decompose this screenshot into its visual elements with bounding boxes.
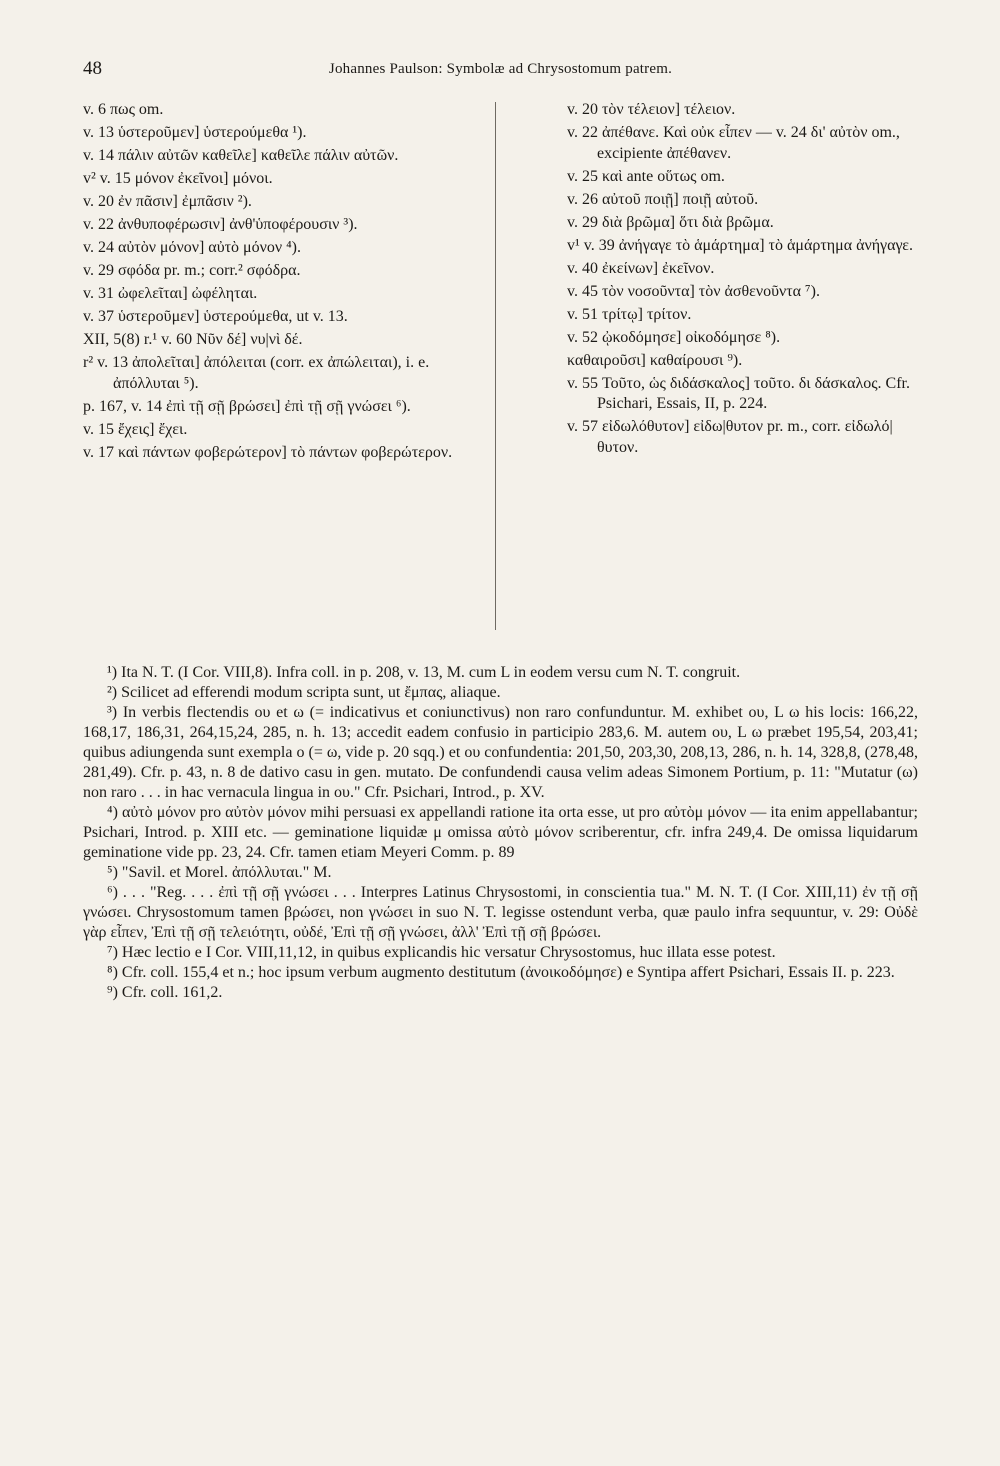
- collation-entry: XII, 5(8) r.¹ v. 60 Νῦν δέ] νυ|νὶ δέ.: [83, 331, 303, 348]
- collation-entry: v. 55 Τοῦτο, ὡς διδάσκαλος] τοῦτο. δι δάσκαλος. Cfr. Psichari, Essais, II, p. 224.: [567, 374, 910, 412]
- footnote: ¹) Ita N. T. (I Cor. VIII,8). Infra coll. in p. 208, v. 13, M. cum L in eodem versu cum N. T. congruit.: [107, 664, 741, 681]
- right-column: [535, 100, 918, 461]
- collation-entry: v² v. 15 μόνον ἐκεῖνοι] μόνοι.: [83, 170, 273, 187]
- column-divider: [495, 102, 496, 630]
- collation-entry: p. 167, v. 14 ἐπὶ τῇ σῇ βρώσει] ἐπὶ τῇ σῇ γνώσει ⁶).: [83, 397, 411, 415]
- collation-entry: v. 14 πάλιν αὐτῶν καθεῖλε] καθεῖλε πάλιν αὐτῶν.: [83, 147, 399, 164]
- footnote: ⁸) Cfr. coll. 155,4 et n.; hoc ipsum verbum augmento destitutum (ἀνοικοδόμησε) e Syntipa affert Psichari, Essais II. p. 223.: [107, 964, 895, 981]
- left-column: [83, 100, 475, 466]
- collation-entry: v. 13 ὑστεροῦμεν] ὑστερούμεθα ¹).: [83, 124, 307, 141]
- footnote: ²) Scilicet ad efferendi modum scripta sunt, ut ἔμπας, aliaque.: [107, 684, 501, 701]
- collation-entry: v. 15 ἔχεις] ἔχει.: [83, 420, 188, 438]
- collation-entry: v. 17 καὶ πάντων φοβερώτερον] τὸ πάντων φοβερώτερον.: [83, 443, 453, 461]
- collation-entry: v. 51 τρίτῳ] τρίτον.: [567, 305, 692, 323]
- collation-entry: v. 22 ἀνθυποφέρωσιν] ἀνθ'ὑποφέρουσιν ³).: [83, 216, 358, 233]
- collation-entry: v. 20 ἐν πᾶσιν] ἐμπᾶσιν ²).: [83, 193, 252, 210]
- collation-entry: v. 52 ᾠκοδόμησε] οἰκοδόμησε ⁸).: [567, 328, 781, 346]
- collation-entry: v¹ v. 39 ἀνήγαγε τὸ ἁμάρτημα] τὸ ἁμάρτημα ἀνήγαγε.: [567, 236, 914, 254]
- collation-entry: v. 25 καὶ ante οὕτως om.: [567, 167, 725, 185]
- footnote: ³) In verbis flectendis ου et ω (= indicativus et coniunctivus) non raro confunduntur. M. exhibet ου, L ω his locis: 166,22, 168,17, 186,31, 264,15,24, 285, n. h. 13; accedit eadem confusio in participio 283,6. M. autem ου, L ω præbet 195,54, 203,41; quibus adiungenda sunt exempla ο (= ω, vide p. 20 sqq.) et ου confundentia: 201,50, 203,30, 208,13, 286, n. h. 14, 328,8, (278,48, 281,49). Cfr. p. 43, n. 8 de dativo casu in gen. mutato. De confundendi causa velim adeas Simonem Portium, p. 11: "Mutatur (ω) non raro . . . in hac vernacula lingua in ου." Cfr. Psichari, Introd., p. XV.: [83, 704, 918, 801]
- collation-entry: v. 57 εἰδωλόθυτον] εἰδω|θυτον pr. m., corr. εἰδωλό| θυτον.: [567, 418, 893, 456]
- page-header: [83, 58, 918, 88]
- collation-entry: v. 29 διὰ βρῶμα] ὅτι διὰ βρῶμα.: [567, 213, 774, 231]
- collation-entry: v. 40 ἐκείνων] ἐκεῖνον.: [567, 259, 715, 277]
- collation-entry: r² v. 13 ἀπολεῖται] ἀπόλειται (corr. ex ἀπώλειται), i. e. ἀπόλλυται ⁵).: [83, 354, 430, 392]
- footnote: ⁷) Hæc lectio e I Cor. VIII,11,12, in quibus explicandis hic versatur Chrysostomus, huc illata esse potest.: [107, 944, 776, 961]
- collation-entry: v. 6 πως om.: [83, 101, 164, 118]
- running-title: Johannes Paulson: Symbolæ ad Chrysostomum patrem.: [328, 61, 673, 77]
- collation-entry: v. 24 αὐτὸν μόνον] αὐτὸ μόνον ⁴).: [83, 239, 301, 256]
- collation-entry: v. 22 ἀπέθανε. Καὶ οὐκ εἶπεν — v. 24 δι' αὐτὸν om., excipiente ἀπέθανεν.: [567, 124, 900, 162]
- footnote: ⁶) . . . "Reg. . . . ἐπὶ τῇ σῇ γνώσει . . . Interpres Latinus Chrysostomi, in conscientia tua." M. N. T. (I Cor. XIII,11) ἐν τῇ σῇ γνώσει. Chrysostomum tamen βρώσει, non γνώσει in suo N. T. legisse ostendunt verba, quæ paulo infra sequuntur, v. 29: Οὐδὲ γὰρ εἶπεν, Ἐπὶ τῇ σῇ τελειότητι, οὐδέ, Ἐπὶ τῇ σῇ γνώσει, ἀλλ' Ἐπὶ τῇ σῇ βρώσει.: [83, 884, 918, 941]
- page-number: 48: [83, 58, 102, 79]
- collation-entry: v. 29 σφόδα pr. m.; corr.² σφόδρα.: [83, 262, 301, 279]
- collation-entry: v. 37 ὑστεροῦμεν] ὑστερούμεθα, ut v. 13.: [83, 308, 348, 325]
- collation-columns: [83, 100, 918, 630]
- collation-entry: v. 45 τὸν νοσοῦντα] τὸν ἀσθενοῦντα ⁷).: [567, 282, 820, 300]
- collation-entry: v. 26 αὐτοῦ ποιῇ] ποιῇ αὐτοῦ.: [567, 190, 759, 208]
- footnote: ⁴) αὐτὸ μόνον pro αὐτὸν μόνον mihi persuasi ex appellandi ratione ita orta esse, ut pro αὐτὸμ μόνον — ita enim appellabantur; Psichari, Introd. p. XIII etc. — geminatione liquidæ μ omissa αὐτὸ μόνον scriberentur, cfr. infra 249,4. De omissa liquidarum geminatione vide pp. 23, 24. Cfr. tamen etiam Meyeri Comm. p. 89: [83, 804, 918, 861]
- footnotes: [83, 663, 918, 1203]
- collation-entry: v. 20 τὸν τέλειον] τέλειον.: [567, 101, 736, 118]
- footnote: ⁵) "Savil. et Morel. ἀπόλλυται." M.: [107, 864, 332, 881]
- collation-entry: v. 31 ὠφελεῖται] ὠφέληται.: [83, 285, 258, 302]
- footnote: ⁹) Cfr. coll. 161,2.: [107, 984, 223, 1001]
- collation-entry: καθαιροῦσι] καθαίρουσι ⁹).: [567, 351, 743, 369]
